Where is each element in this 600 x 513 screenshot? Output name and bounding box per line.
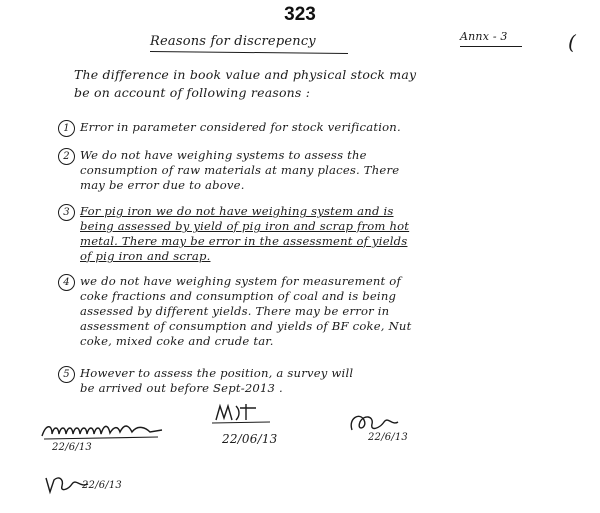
intro-paragraph bbox=[74, 66, 574, 102]
signature-1-date: 22/6/13 bbox=[52, 442, 92, 453]
item-number-circle: 2 bbox=[58, 148, 75, 165]
document-title: Reasons for discrepency bbox=[150, 34, 316, 49]
item-number-circle: 1 bbox=[58, 120, 75, 137]
reason-4-line-3: assessed by different yields. There may be error in bbox=[80, 304, 390, 318]
reason-3-line-1: For pig iron we do not have weighing system and is bbox=[80, 204, 394, 218]
reason-3-line-4: of pig iron and scrap. bbox=[80, 249, 211, 263]
signature-4-date: 22/6/13 bbox=[82, 480, 122, 491]
item-number-circle: 4 bbox=[58, 274, 75, 291]
reason-4-line-2: coke fractions and consumption of coal and is being bbox=[80, 289, 397, 303]
corner-mark: ( bbox=[568, 30, 577, 54]
reason-2-line-3: may be error due to above. bbox=[80, 178, 245, 192]
reason-4-line-1: we do not have weighing system for measurement of bbox=[80, 274, 401, 288]
intro-line-2: be on account of following reasons : bbox=[74, 85, 311, 100]
reason-3-line-3: metal. There may be error in the assessment of yields bbox=[80, 234, 408, 248]
signature-4 bbox=[42, 474, 122, 496]
page-number: 323 bbox=[284, 4, 316, 25]
reason-5-line-1: However to assess the position, a survey will bbox=[80, 366, 354, 380]
reason-1-line-1: Error in parameter considered for stock verification. bbox=[80, 120, 401, 134]
reason-2-line-2: consumption of raw materials at many places. There bbox=[80, 163, 400, 177]
reason-4-line-4: assessment of consumption and yields of BF coke, Nut bbox=[80, 319, 412, 333]
signature-2 bbox=[210, 402, 280, 446]
signature-2-date: 22/06/13 bbox=[222, 432, 278, 446]
signature-3-date: 22/6/13 bbox=[368, 432, 408, 443]
item-number-circle: 5 bbox=[58, 366, 75, 383]
item-number-circle: 3 bbox=[58, 204, 75, 221]
intro-line-1: The difference in book value and physical stock may bbox=[74, 67, 417, 82]
reason-3-line-2: being assessed by yield of pig iron and scrap from hot bbox=[80, 219, 410, 233]
reason-5-line-2: be arrived out before Sept-2013 . bbox=[80, 381, 283, 395]
annexure-label: Annx - 3 bbox=[460, 30, 508, 43]
signature-3 bbox=[346, 410, 408, 443]
signature-1 bbox=[38, 418, 168, 453]
signature-1-scribble bbox=[38, 418, 168, 442]
title-underline bbox=[150, 51, 348, 55]
reason-2-line-1: We do not have weighing systems to assess the bbox=[80, 148, 367, 162]
signature-2-scribble bbox=[210, 402, 280, 424]
reason-4-line-5: coke, mixed coke and crude tar. bbox=[80, 334, 274, 348]
annexure-underline bbox=[460, 46, 522, 47]
